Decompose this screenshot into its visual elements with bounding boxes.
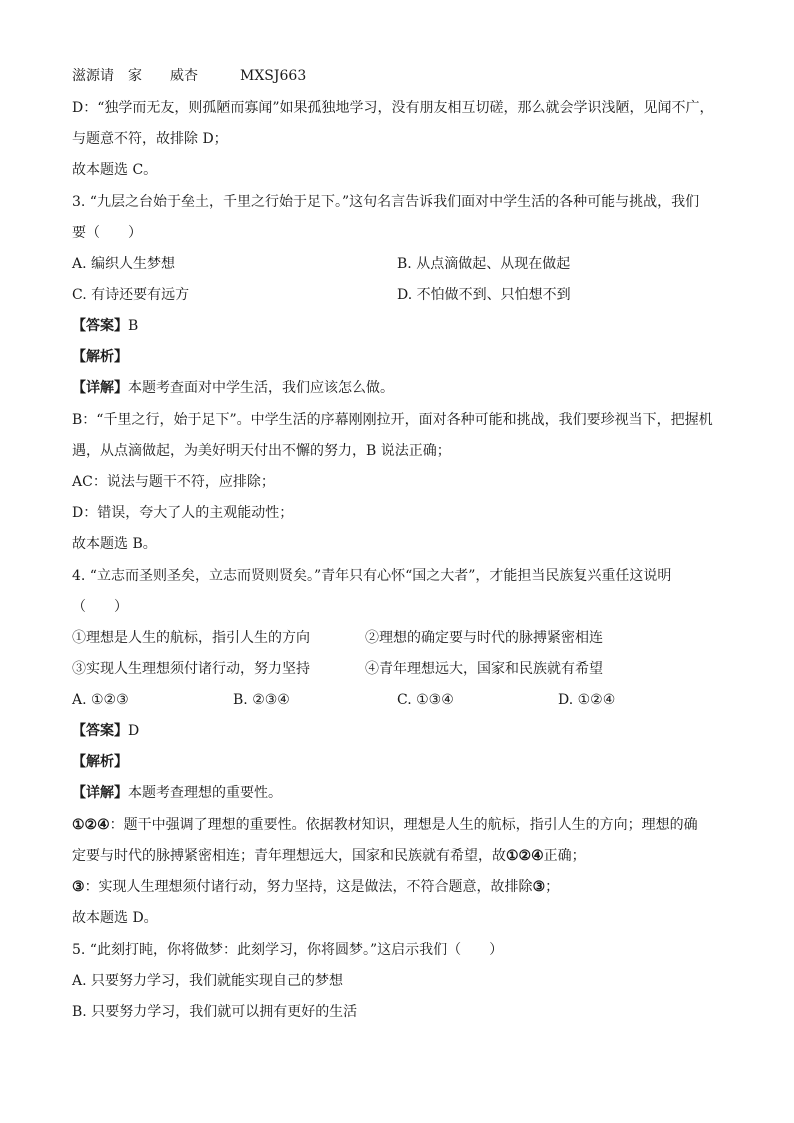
q4-detail (72, 783, 282, 803)
q3-option-b: B. 从点滴做起、从现在做起 (397, 256, 571, 272)
q3-detail (72, 378, 394, 398)
q3-answer (72, 316, 138, 336)
q3-stem-cont: 要（ ） (72, 225, 142, 241)
q3-option-d: D. 不怕做不到、只怕想不到 (397, 287, 571, 303)
q3-explanation-b: B：“千里之行，始于足下”。中学生活的序幕刚刚拉开，面对各种可能和挑战，我们要珍视当下，把握机 (72, 412, 713, 428)
explanation-text: 正确； (543, 848, 586, 864)
q3-option-c: C. 有诗还要有远方 (72, 287, 190, 303)
q3-explanation-d: D：错误，夸大了人的主观能动性； (72, 505, 294, 521)
q3-analysis-tag: 【解析】 (72, 349, 128, 365)
q3-stem: 3. “九层之台始于垒土，千里之行始于足下。”这句名言告诉我们面对中学生活的各种可能与挑战，我们 (72, 194, 700, 210)
answer-tag: 【答案】 (72, 723, 128, 739)
q4-item-2: ②理想的确定要与时代的脉搏紧密相连 (365, 630, 603, 646)
q3-explanation-b-cont: 遇，从点滴做起，为美好明天付出不懈的努力，B 说法正确； (72, 443, 451, 459)
answer-tag: 【答案】 (72, 318, 128, 334)
q2-option-d-explanation: D：“独学而无友，则孤陋而寡闻”如果孤独地学习，没有朋友相互切磋，那么就会学识浅陋，见闻不广， (72, 100, 714, 116)
circled-numbers: ③ (532, 879, 546, 895)
detail-tag: 【详解】 (72, 785, 128, 801)
q4-explanation-2 (72, 877, 559, 897)
q4-item-3: ③实现人生理想须付诸行动，努力坚持 (72, 661, 310, 677)
q5-stem: 5. “此刻打盹，你将做梦：此刻学习，你将圆梦。”这启示我们（ ） (72, 942, 504, 958)
explanation-text: ：题干中强调了理想的重要性。依据教材知识，理想是人生的航标，指引人生的方向；理想的确 (109, 817, 698, 833)
detail-text: 本题考查面对中学生活，我们应该怎么做。 (128, 380, 394, 396)
q4-stem-cont: （ ） (72, 599, 128, 615)
q4-answer (72, 721, 139, 741)
q4-option-a: A. ①②③ (72, 692, 129, 708)
answer-value: B (128, 318, 139, 334)
q2-conclusion: 故本题选 C。 (72, 162, 158, 178)
circled-numbers: ①②④ (72, 817, 110, 833)
q4-option-d: D. ①②④ (558, 692, 616, 708)
q4-analysis-tag: 【解析】 (72, 754, 128, 770)
detail-tag: 【详解】 (72, 380, 128, 396)
q4-option-c: C. ①③④ (397, 692, 454, 708)
q4-stem: 4. “立志而圣则圣矣，立志而贤则贤矣。”青年只有心怀“国之大者”，才能担当民族复兴重任这说明 (72, 568, 672, 584)
explanation-text: ； (545, 879, 560, 895)
q4-explanation-1 (72, 815, 698, 835)
explanation-text: 定要与时代的脉搏紧密相连；青年理想远大，国家和民族就有希望，故 (72, 848, 506, 864)
q2-option-d-explanation-cont: 与题意不符，故排除 D； (72, 131, 228, 147)
q3-explanation-ac: AC：说法与题干不符，应排除； (72, 474, 275, 490)
detail-text: 本题考查理想的重要性。 (128, 785, 282, 801)
explanation-text: ：实现人生理想须付诸行动，努力坚持，这是做法，不符合题意，故排除 (84, 879, 533, 895)
q4-explanation-1-cont (72, 846, 586, 866)
q3-option-a: A. 编织人生梦想 (72, 256, 176, 272)
circled-numbers: ③ (72, 879, 85, 895)
q4-conclusion: 故本题选 D。 (72, 910, 158, 926)
page-header: 滋源请 家 威杏 MXSJ663 (72, 68, 307, 84)
q5-option-b: B. 只要努力学习，我们就可以拥有更好的生活 (72, 1004, 358, 1020)
q4-item-4: ④青年理想远大，国家和民族就有希望 (365, 661, 603, 677)
q5-option-a: A. 只要努力学习，我们就能实现自己的梦想 (72, 973, 344, 989)
q4-item-1: ①理想是人生的航标，指引人生的方向 (72, 630, 310, 646)
circled-numbers: ①②④ (506, 848, 544, 864)
q4-option-b: B. ②③④ (233, 692, 290, 708)
answer-value: D (128, 723, 140, 739)
q3-conclusion: 故本题选 B。 (72, 536, 157, 552)
